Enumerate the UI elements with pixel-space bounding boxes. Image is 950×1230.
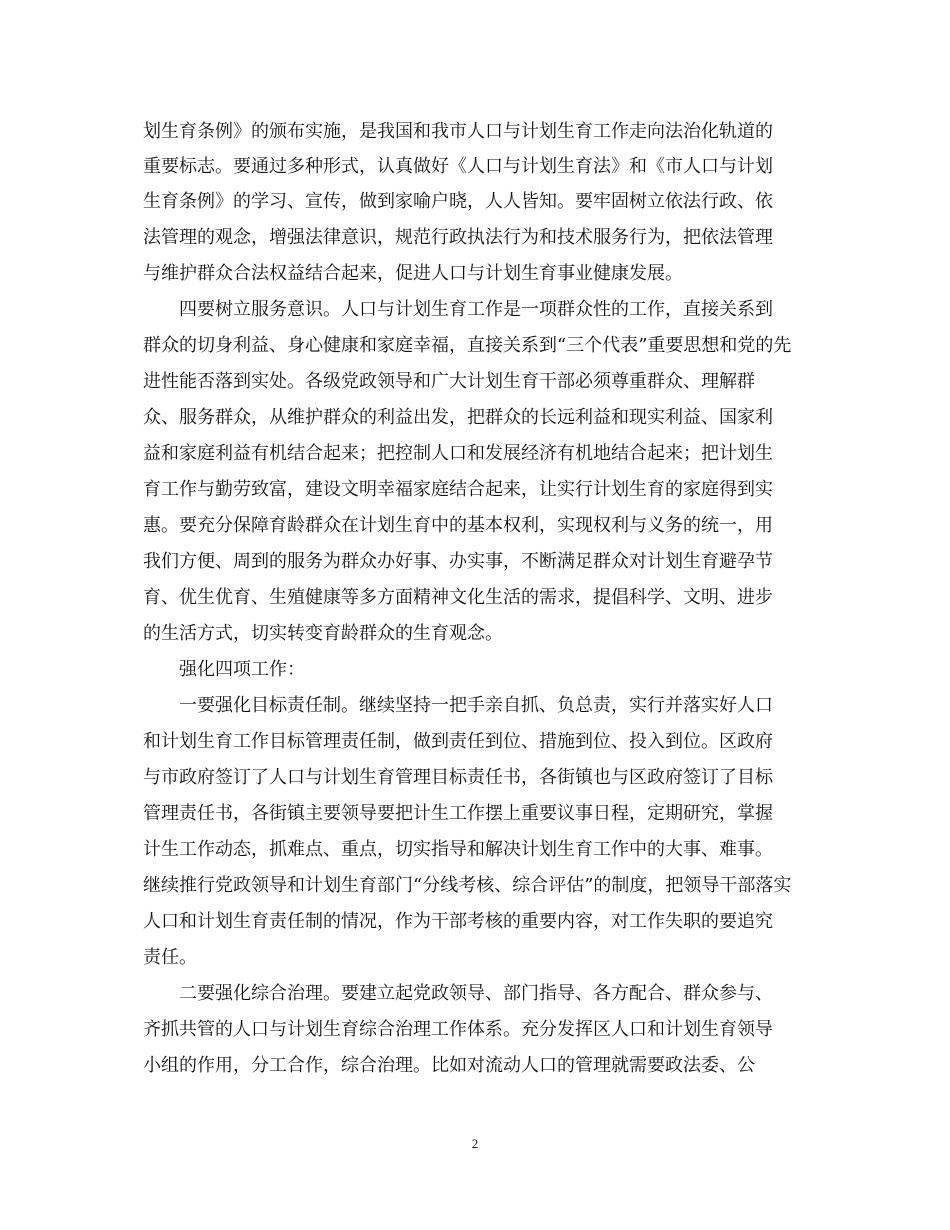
paragraph-start: 二要强化综合治理。要建立起党政领导、部门指导、各方配合、群众参与、: [179, 983, 773, 1004]
text-line: 众、服务群众，从维护群众的利益出发，把群众的长远利益和现实利益、国家利: [143, 407, 773, 428]
text-line: 与维护群众合法权益结合起来，促进人口与计划生育事业健康发展。: [143, 263, 683, 284]
text-line: 小组的作用，分工合作，综合治理。比如对流动人口的管理就需要政法委、公: [143, 1055, 755, 1076]
text-line: 益和家庭利益有机结合起来；把控制人口和发展经济有机地结合起来；把计划生: [143, 443, 773, 464]
page-number: 2: [471, 1136, 479, 1151]
text-line: 育、优生优育、生殖健康等多方面精神文化生活的需求，提倡科学、文明、进步: [143, 587, 773, 608]
text-line: 进性能否落到实处。各级党政领导和广大计划生育干部必须尊重群众、理解群: [143, 371, 755, 392]
text-line: 生育条例》的学习、宣传，做到家喻户晓，人人皆知。要牢固树立依法行政、依: [143, 191, 773, 212]
text-line: 齐抓共管的人口与计划生育综合治理工作体系。充分发挥区人口和计划生育领导: [143, 1019, 773, 1040]
section-heading: 强化四项工作：: [179, 659, 305, 680]
text-line: 计生工作动态，抓难点、重点，切实指导和解决计划生育工作中的大事、难事。: [143, 839, 773, 860]
text-line: 的生活方式，切实转变育龄群众的生育观念。: [143, 623, 503, 644]
paragraph-start: 四要树立服务意识。人口与计划生育工作是一项群众性的工作，直接关系到: [179, 299, 773, 320]
text-line: 与市政府签订了人口与计划生育管理目标责任书，各街镇也与区政府签订了目标: [143, 767, 773, 788]
text-line: 责任。: [143, 947, 197, 968]
paragraph-start: 一要强化目标责任制。继续坚持一把手亲自抓、负总责，实行并落实好人口: [179, 695, 773, 716]
text-line: 划生育条例》的颁布实施，是我国和我市人口与计划生育工作走向法治化轨道的: [143, 121, 773, 142]
text-line: 法管理的观念，增强法律意识，规范行政执法行为和技术服务行为，把依法管理: [143, 227, 773, 248]
text-line: 继续推行党政领导和计划生育部门“分线考核、综合评估”的制度，把领导干部落实: [143, 875, 792, 896]
text-line: 人口和计划生育责任制的情况，作为干部考核的重要内容，对工作失职的要追究: [143, 911, 773, 932]
text-line: 我们方便、周到的服务为群众办好事、办实事，不断满足群众对计划生育避孕节: [143, 551, 773, 572]
text-line: 育工作与勤劳致富，建设文明幸福家庭结合起来，让实行计划生育的家庭得到实: [143, 479, 773, 500]
text-line: 群众的切身利益、身心健康和家庭幸福，直接关系到“三个代表”重要思想和党的先: [143, 335, 792, 356]
text-line: 管理责任书，各街镇主要领导要把计生工作摆上重要议事日程，定期研究，掌握: [143, 803, 773, 824]
text-line: 重要标志。要通过多种形式，认真做好《人口与计划生育法》和《市人口与计划: [143, 156, 773, 177]
text-line: 惠。要充分保障育龄群众在计划生育中的基本权利，实现权利与义务的统一，用: [143, 515, 773, 536]
text-line: 和计划生育工作目标管理责任制，做到责任到位、措施到位、投入到位。区政府: [143, 731, 773, 752]
